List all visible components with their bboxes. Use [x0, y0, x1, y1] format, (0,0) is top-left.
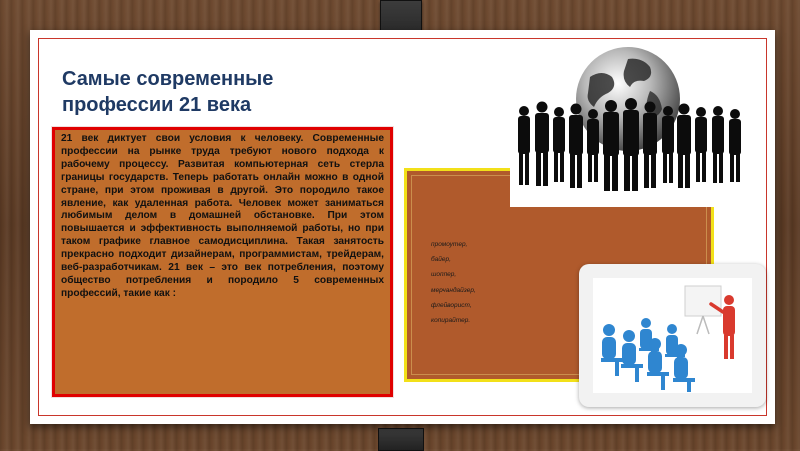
globe-people-illustration — [510, 47, 752, 207]
title-line-1: Самые современные — [62, 68, 274, 90]
bottom-binder-clip — [378, 428, 424, 451]
profession-item: промоутер, — [431, 241, 468, 248]
presentation-people-illustration — [593, 278, 752, 393]
presenter-figure — [711, 295, 735, 359]
presentation-image-card — [579, 264, 766, 407]
professions-list — [431, 237, 476, 328]
presentation-image — [593, 278, 752, 393]
globe-business-people-image — [510, 47, 752, 207]
profession-item: шоппер, — [431, 271, 457, 279]
profession-item: флейворист, — [431, 301, 472, 309]
body-text: 21 век диктует свои условия к человеку. Современные профессии на рынке труда требуют нового подхода к рабочему процессу. Развитая компьютерная сеть стерла границы государств. Теперь работать онлайн можно в одной стране, при этом проживая в другой. Это породило такое явление, как удаленная работа. Человек может заниматься любимым делом в домашней обстановке. При этом повышается и эффективность выполняемой работы, но при таком графике главное самодисциплина. Такая занятость прекрасно подходит дизайнерам, программистам, трейдерам, веб-разработчикам. 21 век – это век потребления, поэтому общество потребления и породило 5 современных профессий, такие как : — [61, 133, 384, 299]
audience-figures — [601, 318, 695, 392]
whiteboard-icon — [685, 286, 721, 316]
profession-item: байер, — [431, 256, 451, 264]
body-text-box — [52, 127, 393, 397]
slide-title — [62, 66, 362, 118]
profession-item: копирайтер. — [431, 317, 471, 325]
business-people-silhouettes — [518, 98, 741, 191]
title-line-2: профессии 21 века — [62, 94, 252, 116]
profession-item: мерчандайзер, — [431, 286, 476, 294]
